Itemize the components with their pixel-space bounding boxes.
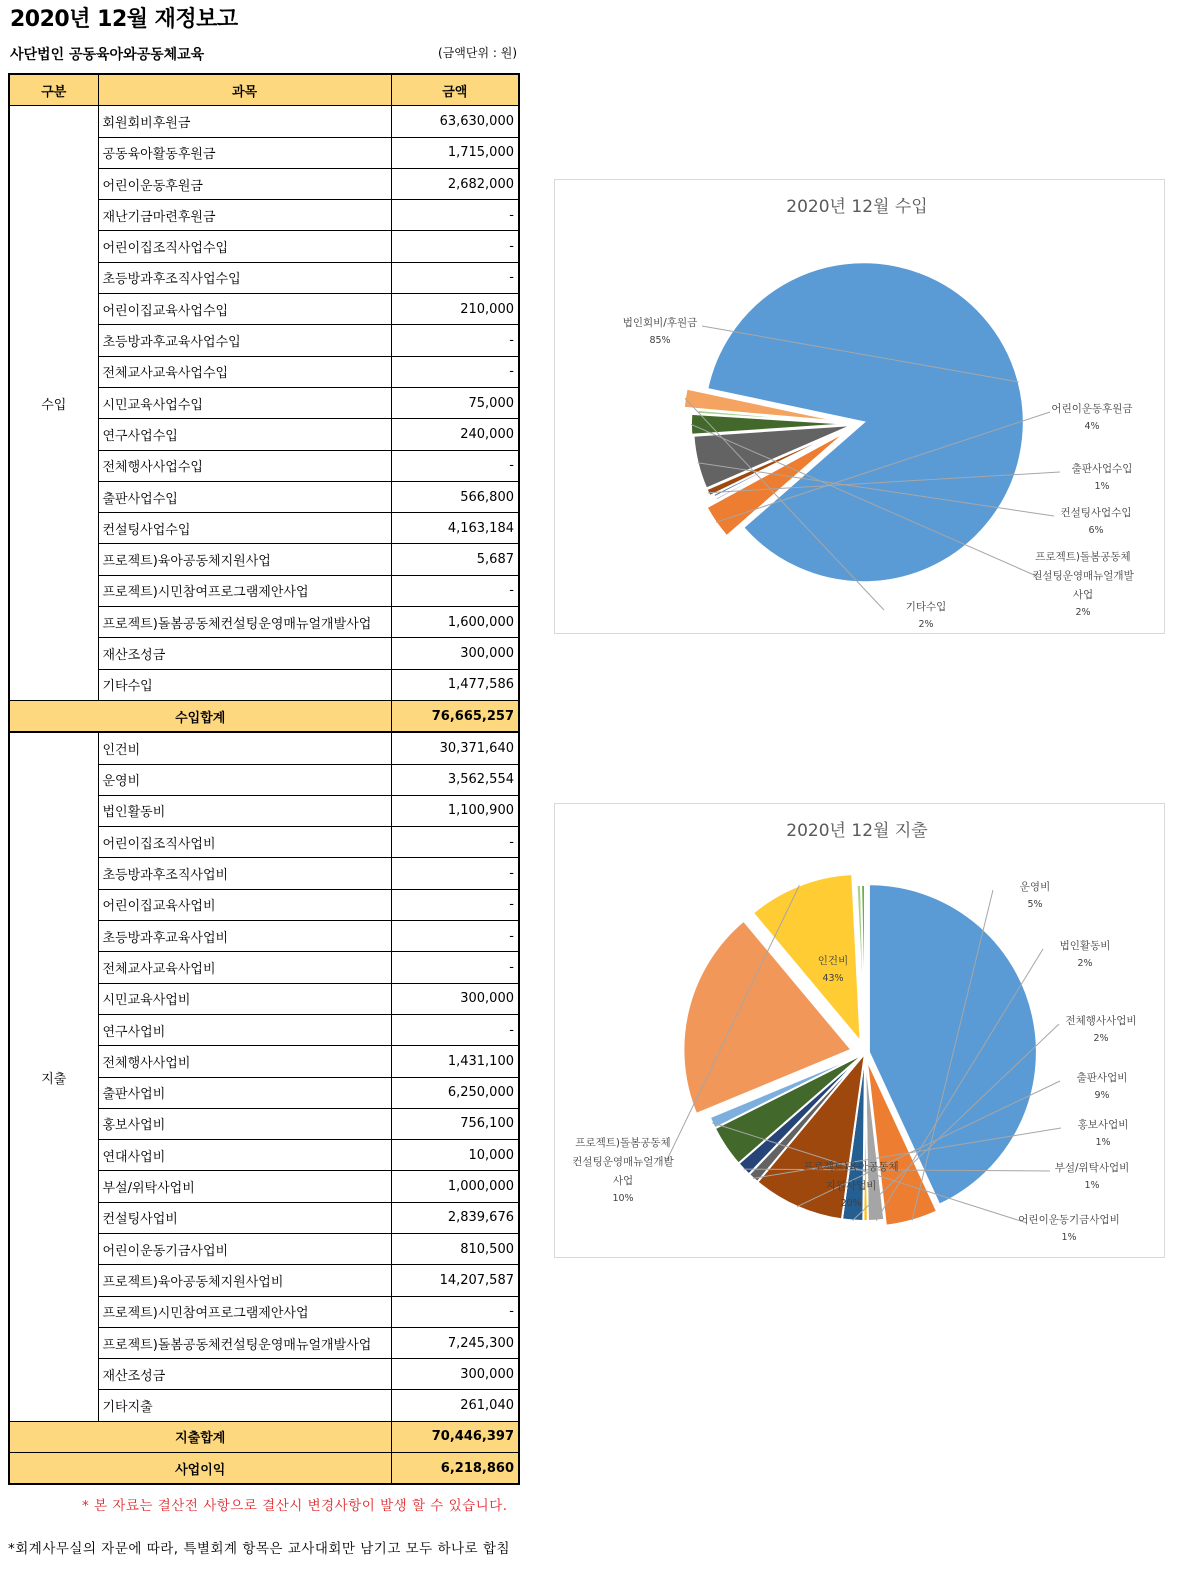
expense-item-amount: 300,000 <box>391 1359 519 1390</box>
expense-item-amount: - <box>391 889 519 920</box>
table-row <box>9 732 519 764</box>
income-item-name: 시민교육사업수입 <box>98 387 391 418</box>
slice-label-프로젝트-육아공동체지원사업비: 프로젝트)육아공동체 지원사업비 20% <box>803 1161 899 1209</box>
expense-total-row <box>9 1421 519 1452</box>
income-item-name: 초등방과후교육사업수입 <box>98 325 391 356</box>
expense-item-amount: 1,431,100 <box>391 1046 519 1077</box>
expense-item-name: 전체교사교육사업비 <box>98 952 391 983</box>
expense-item-name: 운영비 <box>98 764 391 795</box>
expense-item-name: 어린이집조직사업비 <box>98 827 391 858</box>
expense-item-amount: 1,000,000 <box>391 1171 519 1202</box>
income-item-name: 어린이운동후원금 <box>98 168 391 199</box>
table-row <box>9 106 519 137</box>
income-item-amount: 566,800 <box>391 481 519 512</box>
income-item-amount: 240,000 <box>391 419 519 450</box>
expense-item-amount: 7,245,300 <box>391 1327 519 1358</box>
expense-item-name: 출판사업비 <box>98 1077 391 1108</box>
slice-label-법인회비-후원금: 법인회비/후원금 85% <box>622 317 698 346</box>
expense-item-name: 연구사업비 <box>98 1014 391 1045</box>
income-item-name: 재산조성금 <box>98 638 391 669</box>
income-pie-chart <box>554 179 1165 634</box>
expense-pie-svg <box>555 804 1164 1257</box>
expense-item-name: 기타지출 <box>98 1390 391 1421</box>
finance-table <box>8 73 520 1485</box>
expense-item-name: 인건비 <box>98 732 391 764</box>
header-category: 구분 <box>9 74 98 106</box>
income-item-name: 연구사업수입 <box>98 419 391 450</box>
income-item-amount: 210,000 <box>391 294 519 325</box>
income-item-amount: - <box>391 575 519 606</box>
slice-label-출판사업수입: 출판사업수입 1% <box>1071 463 1133 492</box>
slice-label-전체행사사업비: 전체행사사업비 2% <box>1065 1015 1137 1044</box>
slice-label-법인활동비: 법인활동비 2% <box>1059 940 1111 969</box>
organization-name: 사단법인 공동육아와공동체교육 <box>10 47 205 63</box>
table-header-row <box>9 74 519 106</box>
expense-category-cell: 지출 <box>9 732 98 1421</box>
income-item-name: 프로젝트)돌봄공동체컨설팅운영매뉴얼개발사업 <box>98 607 391 638</box>
expense-item-name: 법인활동비 <box>98 795 391 826</box>
income-item-amount: 4,163,184 <box>391 513 519 544</box>
expense-item-name: 초등방과후교육사업비 <box>98 921 391 952</box>
income-item-amount: 5,687 <box>391 544 519 575</box>
slice-label-부설-위탁사업비: 부설/위탁사업비 1% <box>1054 1162 1130 1191</box>
expense-item-amount: 3,562,554 <box>391 764 519 795</box>
slice-label-출판사업비: 출판사업비 9% <box>1076 1072 1128 1101</box>
income-item-name: 회원회비후원금 <box>98 106 391 137</box>
income-item-amount: - <box>391 450 519 481</box>
slice-label-기타수입: 기타수입 2% <box>905 601 947 630</box>
income-item-amount: 2,682,000 <box>391 168 519 199</box>
expense-item-amount: - <box>391 952 519 983</box>
slice-label-홍보사업비: 홍보사업비 1% <box>1077 1119 1129 1148</box>
header-amount: 금액 <box>391 74 519 106</box>
expense-pie-chart <box>554 803 1165 1258</box>
income-item-name: 기타수입 <box>98 669 391 700</box>
expense-item-name: 프로젝트)시민참여프로그램제안사업 <box>98 1296 391 1327</box>
expense-item-name: 전체행사사업비 <box>98 1046 391 1077</box>
expense-item-name: 재산조성금 <box>98 1359 391 1390</box>
report-title: 2020년 12월 재정보고 <box>10 7 238 32</box>
slice-label-프로젝트-돌봄공동체컨설팅운영매뉴얼개발사업: 프로젝트)돌봄공동체 컨설팅운영매뉴얼개발 사업 2% <box>1032 551 1134 618</box>
header-item: 과목 <box>98 74 391 106</box>
expense-item-name: 연대사업비 <box>98 1140 391 1171</box>
income-item-name: 프로젝트)육아공동체지원사업 <box>98 544 391 575</box>
expense-item-amount: 1,100,900 <box>391 795 519 826</box>
chart-title: 2020년 12월 수입 <box>786 197 928 217</box>
expense-item-amount: 261,040 <box>391 1390 519 1421</box>
income-item-name: 재난기금마련후원금 <box>98 200 391 231</box>
income-item-amount: 1,477,586 <box>391 669 519 700</box>
income-pie-svg <box>555 180 1164 633</box>
income-item-name: 프로젝트)시민참여프로그램제안사업 <box>98 575 391 606</box>
expense-item-amount: 756,100 <box>391 1108 519 1139</box>
expense-item-name: 프로젝트)육아공동체지원사업비 <box>98 1265 391 1296</box>
income-item-amount: 63,630,000 <box>391 106 519 137</box>
income-item-name: 어린이집교육사업수입 <box>98 294 391 325</box>
expense-item-amount: 300,000 <box>391 983 519 1014</box>
income-total-amount: 76,665,257 <box>391 700 519 732</box>
profit-amount: 6,218,860 <box>391 1453 519 1485</box>
expense-item-name: 프로젝트)돌봄공동체컨설팅운영매뉴얼개발사업 <box>98 1327 391 1358</box>
expense-item-name: 홍보사업비 <box>98 1108 391 1139</box>
slice-label-어린이운동기금사업비: 어린이운동기금사업비 1% <box>1018 1214 1120 1243</box>
income-item-amount: 1,715,000 <box>391 137 519 168</box>
expense-item-amount: 10,000 <box>391 1140 519 1171</box>
expense-item-amount: 6,250,000 <box>391 1077 519 1108</box>
expense-item-name: 어린이운동기금사업비 <box>98 1233 391 1264</box>
income-total-label: 수입합계 <box>9 700 391 732</box>
expense-item-name: 어린이집교육사업비 <box>98 889 391 920</box>
expense-item-amount: - <box>391 1014 519 1045</box>
expense-item-amount: - <box>391 921 519 952</box>
income-item-amount: - <box>391 325 519 356</box>
income-category-cell: 수입 <box>9 106 98 701</box>
profit-row <box>9 1453 519 1485</box>
expense-item-name: 초등방과후조직사업비 <box>98 858 391 889</box>
income-item-amount: - <box>391 231 519 262</box>
info-note: *회계사무실의 자문에 따라, 특별회계 항목은 교사대회만 남기고 모두 하나로 합침 <box>8 1541 511 1557</box>
profit-label: 사업이익 <box>9 1453 391 1485</box>
slice-label-운영비: 운영비 5% <box>1019 881 1051 910</box>
expense-item-amount: 2,839,676 <box>391 1202 519 1233</box>
expense-total-amount: 70,446,397 <box>391 1421 519 1452</box>
expense-item-amount: - <box>391 1296 519 1327</box>
expense-item-amount: - <box>391 827 519 858</box>
expense-item-name: 부설/위탁사업비 <box>98 1171 391 1202</box>
expense-item-name: 컨설팅사업비 <box>98 1202 391 1233</box>
income-item-name: 컨설팅사업수입 <box>98 513 391 544</box>
income-item-name: 초등방과후조직사업수입 <box>98 262 391 293</box>
warning-note: * 본 자료는 결산전 사항으로 결산시 변경사항이 발생 할 수 있습니다. <box>82 1498 508 1514</box>
income-item-amount: 300,000 <box>391 638 519 669</box>
income-item-name: 전체교사교육사업수입 <box>98 356 391 387</box>
expense-total-label: 지출합계 <box>9 1421 391 1452</box>
slice-label-인건비: 인건비 43% <box>817 955 849 984</box>
income-total-row <box>9 700 519 732</box>
amount-unit: (금액단위 : 원) <box>438 46 517 60</box>
income-item-name: 전체행사사업수입 <box>98 450 391 481</box>
slice-label-어린이운동후원금: 어린이운동후원금 4% <box>1051 403 1133 432</box>
income-item-amount: - <box>391 262 519 293</box>
expense-item-name: 시민교육사업비 <box>98 983 391 1014</box>
chart-title: 2020년 12월 지출 <box>786 821 928 841</box>
expense-item-amount: 30,371,640 <box>391 732 519 764</box>
income-item-name: 어린이집조직사업수입 <box>98 231 391 262</box>
income-item-name: 출판사업수입 <box>98 481 391 512</box>
slice-label-프로젝트-돌봄공동체컨설팅운영매뉴얼개발사업: 프로젝트)돌봄공동체 컨설팅운영매뉴얼개발 사업 10% <box>572 1137 674 1204</box>
income-item-amount: 75,000 <box>391 387 519 418</box>
income-item-amount: 1,600,000 <box>391 607 519 638</box>
income-item-name: 공동육아활동후원금 <box>98 137 391 168</box>
expense-item-amount: 810,500 <box>391 1233 519 1264</box>
expense-item-amount: - <box>391 858 519 889</box>
income-item-amount: - <box>391 200 519 231</box>
slice-label-컨설팅사업수입: 컨설팅사업수입 6% <box>1060 507 1132 536</box>
expense-item-amount: 14,207,587 <box>391 1265 519 1296</box>
income-item-amount: - <box>391 356 519 387</box>
